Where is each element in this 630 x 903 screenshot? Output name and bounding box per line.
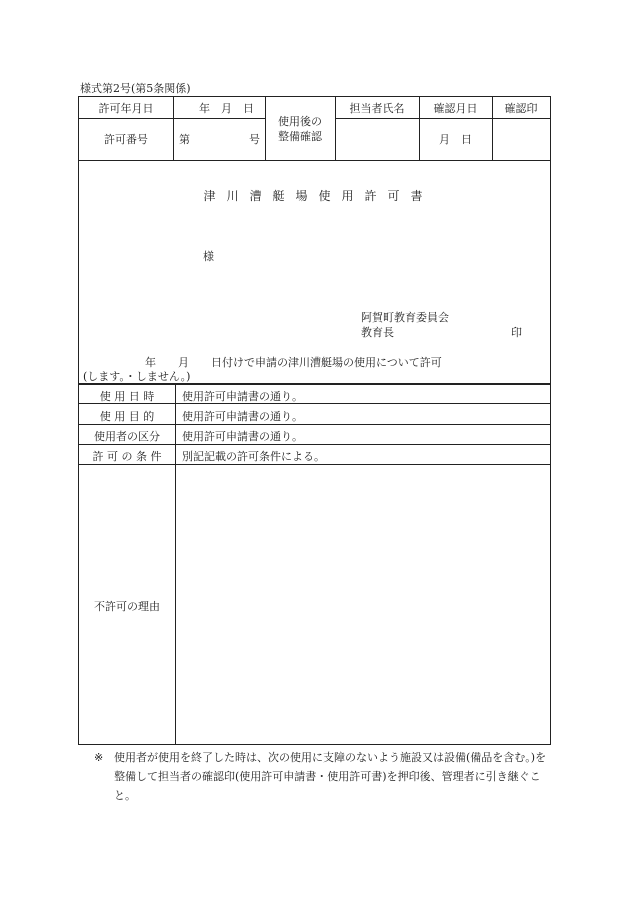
row-label-usage-purpose: 使 用 目 的 (99, 410, 155, 423)
note-mark: ※ (94, 751, 104, 764)
row-label-user-category: 使用者の区分 (94, 430, 160, 443)
permit-decision: (します。・しません。) (83, 370, 191, 383)
permit-number-label: 許可番号 (104, 133, 148, 146)
usage-table (78, 384, 551, 745)
permit-date-value: 年 月 日 (199, 101, 254, 115)
issuer-title: 教育長 (361, 326, 394, 339)
row-value-usage-purpose: 使用許可申請書の通り。 (182, 410, 303, 423)
row-value-permit-conditions: 別記記載の許可条件による。 (182, 450, 325, 463)
row-value-user-category: 使用許可申請書の通り。 (182, 430, 303, 443)
permit-date-label: 許可年月日 (98, 101, 154, 115)
header-table (78, 96, 551, 161)
permit-body (78, 161, 551, 384)
permit-sentence: 年 月 日付けで申請の津川漕艇場の使用について許可 (145, 356, 442, 369)
row-label-permit-conditions: 許 可 の 条 件 (92, 450, 162, 463)
issuer-organization: 阿賀町教育委員会 (361, 311, 449, 324)
permit-number-prefix: 第 (179, 133, 190, 146)
seal-mark: 印 (511, 326, 522, 339)
permit-number-suffix: 号 (249, 133, 260, 146)
confirm-date-label: 確認月日 (433, 101, 478, 115)
staff-name-label: 担当者氏名 (349, 101, 405, 115)
form-number-label: 様式第2号(第5条関係) (80, 82, 191, 95)
confirm-date-value: 月 日 (439, 133, 472, 146)
confirm-seal-label: 確認印 (504, 101, 538, 115)
footnote (94, 748, 556, 805)
addressee-suffix: 様 (203, 250, 214, 263)
denial-reason-label: 不許可の理由 (94, 600, 160, 613)
row-label-usage-datetime: 使 用 日 時 (99, 390, 155, 403)
note-text: 使用者が使用を終了した時は、次の使用に支障のないよう施設又は設備(備品を含む。)を整備して担当者の確認印(使用許可申請書・使用許可書)を押印後、管理者に引き継ぐこと。 (114, 751, 547, 802)
post-use-check-label: 使用後の 整備確認 (278, 114, 322, 143)
document-title: 津川漕艇場使用許可書 (203, 189, 434, 203)
row-value-usage-datetime: 使用許可申請書の通り。 (182, 390, 303, 403)
